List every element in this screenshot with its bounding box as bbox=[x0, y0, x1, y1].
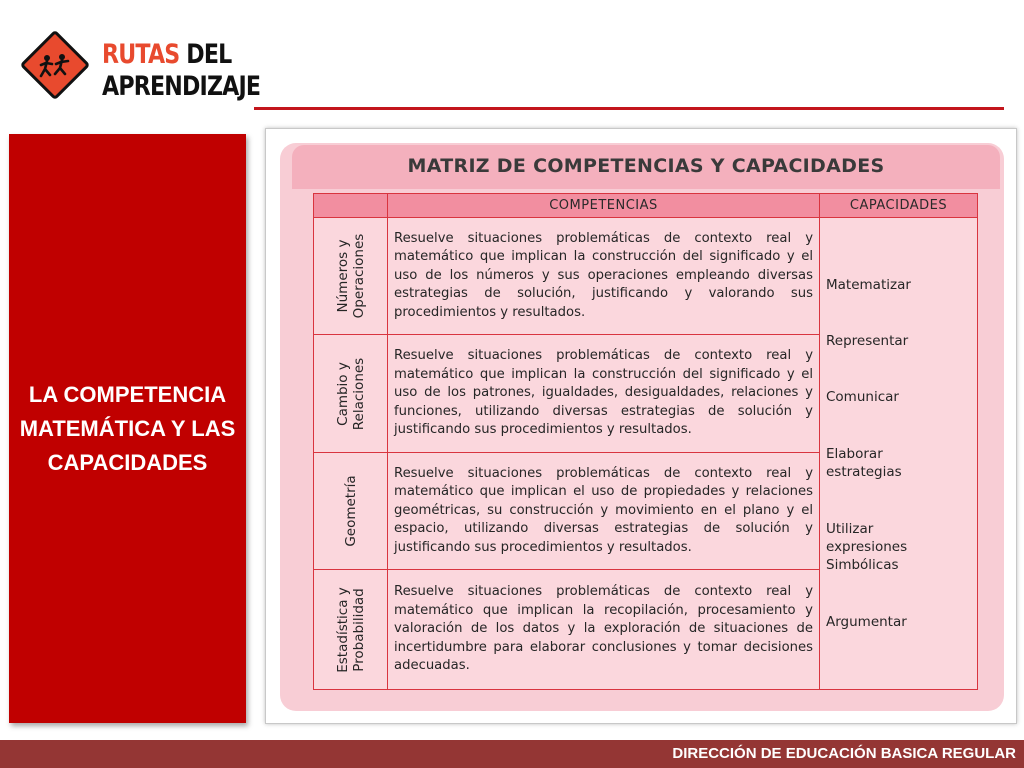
logo-wordmark-line1 bbox=[102, 40, 231, 70]
table-row bbox=[314, 218, 978, 335]
capacidad-elaborar-estrategias bbox=[826, 445, 902, 481]
domain-cell bbox=[314, 218, 388, 335]
competencia-text: Resuelve situaciones problemáticas de contexto real y matemático que implican el uso de propiedades y relaciones geométricas, su construcción y movimiento en el plano y el espacio, utilizando diversas estrategias de solución y justificando sus procedimientos y resultados. bbox=[388, 453, 820, 570]
logo-word-aprendizaje: APRENDIZAJE bbox=[102, 71, 261, 102]
slide-title: LA COMPETENCIA MATEMÁTICA Y LAS CAPACIDADES bbox=[19, 381, 236, 475]
logo-word-del: DEL bbox=[186, 39, 232, 70]
domain-line1: Números y bbox=[334, 239, 351, 313]
footer-bar bbox=[0, 740, 1024, 768]
logo-word-rutas: RUTAS bbox=[102, 39, 180, 70]
rutas-del-aprendizaje-logo bbox=[24, 36, 261, 108]
domain-label bbox=[335, 587, 367, 673]
domain-cell bbox=[314, 570, 388, 690]
domain-line1: Estadística y bbox=[334, 586, 351, 673]
matrix-title: MATRIZ DE COMPETENCIAS Y CAPACIDADES bbox=[407, 155, 885, 177]
domain-label bbox=[343, 475, 359, 546]
capacidad-matematizar: Matematizar bbox=[826, 277, 911, 293]
header-capacidades: CAPACIDADES bbox=[820, 194, 978, 218]
header-competencias: COMPETENCIAS bbox=[388, 194, 820, 218]
competencies-matrix-table bbox=[313, 193, 978, 690]
competencia-text: Resuelve situaciones problemáticas de contexto real y matemático que implican la recopilación, procesamiento y valoración de los datos y la exploración de situaciones de incertidumbre para elaborar conclusiones y tomar decisiones adecuadas. bbox=[388, 570, 820, 690]
table-header-row bbox=[314, 194, 978, 218]
domain-line2: Probabilidad bbox=[350, 587, 367, 672]
matrix-image-frame bbox=[265, 128, 1017, 724]
capacidad-representar: Representar bbox=[826, 333, 909, 349]
capacidad-line: Utilizar bbox=[826, 521, 874, 537]
capacidad-comunicar: Comunicar bbox=[826, 389, 899, 405]
capacidad-line: expresiones bbox=[826, 539, 908, 555]
domain-line1: Geometría bbox=[342, 475, 359, 547]
capacidad-argumentar: Argumentar bbox=[826, 614, 907, 630]
running-children-icon bbox=[38, 52, 74, 82]
competencia-text: Resuelve situaciones problemáticas de contexto real y matemático que implican la construcción del significado y el uso de los patrones, igualdades, desigualdades, relaciones y funciones, utilizando diversas estrategias de solución y justificando sus procedimientos y resultados. bbox=[388, 335, 820, 453]
domain-line2: Relaciones bbox=[350, 357, 367, 430]
capacidad-line: estrategias bbox=[826, 464, 902, 480]
domain-line2: Operaciones bbox=[350, 233, 367, 319]
domain-label bbox=[335, 234, 367, 319]
domain-cell bbox=[314, 453, 388, 570]
title-panel bbox=[9, 134, 246, 723]
capacidades-cell bbox=[820, 218, 978, 690]
header-divider bbox=[254, 107, 1004, 110]
domain-label bbox=[335, 357, 367, 429]
capacidad-utilizar-expresiones bbox=[826, 520, 907, 574]
capacidad-line: Simbólicas bbox=[826, 557, 899, 573]
competencia-text: Resuelve situaciones problemáticas de contexto real y matemático que implican la construcción del significado y el uso de los números y sus operaciones empleando diversas estrategias de solución, justificando y valorando sus procedimientos y resultados. bbox=[388, 218, 820, 335]
header-empty-cell bbox=[314, 194, 388, 218]
domain-cell bbox=[314, 335, 388, 453]
footer-text: DIRECCIÓN DE EDUCACIÓN BASICA REGULAR bbox=[672, 745, 1016, 762]
capacidad-line: Elaborar bbox=[826, 446, 883, 462]
domain-line1: Cambio y bbox=[334, 361, 351, 426]
